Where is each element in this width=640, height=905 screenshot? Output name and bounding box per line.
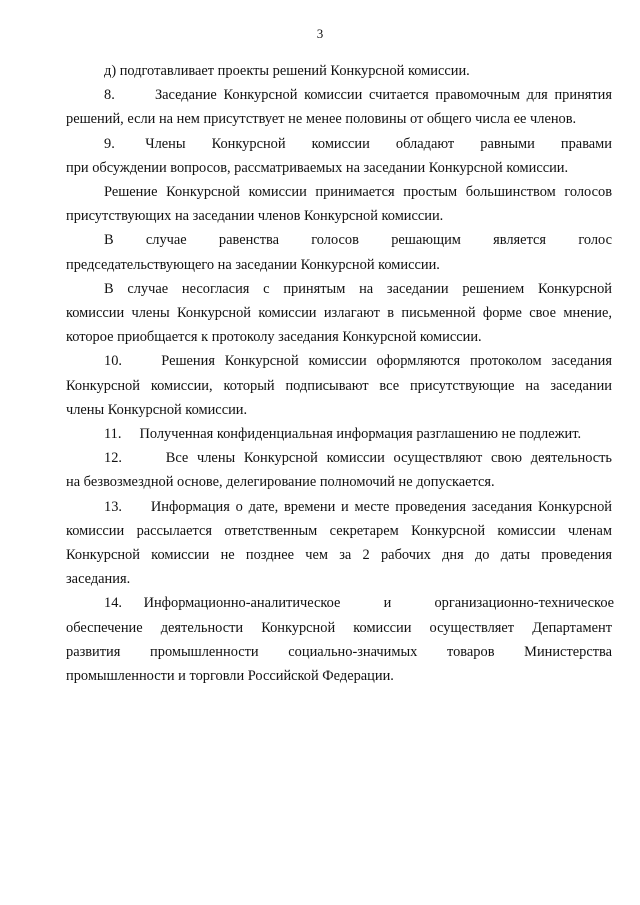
paragraph-decision — [66, 180, 612, 228]
paragraph-disagreement — [66, 277, 612, 350]
paragraph-line: обеспечение деятельности Конкурсной комиссии осуществляет Департамент — [66, 619, 612, 636]
paragraph-line: которое приобщается к протоколу заседания Конкурсной комиссии. — [66, 329, 482, 346]
paragraph-line: 13. Информация о дате, времени и месте проведения заседания Конкурсной — [104, 498, 612, 515]
paragraph-line: развития промышленности социально-значимых товаров Министерства — [66, 643, 612, 660]
paragraph-line: 10. Решения Конкурсной комиссии оформляются протоколом заседания — [104, 353, 612, 370]
paragraph-line: 14. Информационно-аналитическое и организационно-техническое — [104, 595, 615, 612]
paragraph-line: присутствующих на заседании членов Конкурсной комиссии. — [66, 208, 444, 225]
paragraph-line: д) подготавливает проекты решений Конкурсной комиссии. — [104, 63, 470, 79]
paragraph-12 — [66, 446, 612, 494]
paragraph-8 — [66, 83, 612, 131]
paragraph-line: 11. Полученная конфиденциальная информация разглашению не подлежит. — [104, 426, 582, 443]
paragraph-13 — [66, 495, 612, 592]
paragraph-9 — [66, 132, 612, 180]
paragraph-line: В случае несогласия с принятым на заседании решением Конкурсной — [104, 280, 612, 297]
paragraph-11 — [66, 422, 612, 446]
paragraph-line: при обсуждении вопросов, рассматриваемых на заседании Конкурсной комиссии. — [66, 159, 569, 176]
paragraph-line: заседания. — [66, 571, 131, 588]
paragraph-d — [66, 59, 612, 83]
paragraph-line: члены Конкурсной комиссии. — [66, 401, 248, 418]
paragraph-line: 12. Все члены Конкурсной комиссии осуществляют свою деятельность — [104, 450, 612, 467]
paragraph-line: 9. Члены Конкурсной комиссии обладают равными правами — [104, 135, 612, 152]
paragraph-line: В случае равенства голосов решающим является голос — [104, 232, 612, 249]
paragraph-line: комиссии рассылается ответственным секретарем Конкурсной комиссии членам — [66, 522, 612, 539]
paragraph-line: решений, если на нем присутствует не менее половины от общего числа ее членов. — [66, 111, 577, 128]
paragraph-line: Конкурсной комиссии не позднее чем за 2 рабочих дня до даты проведения — [66, 547, 612, 564]
document-body — [66, 59, 615, 688]
paragraph-14 — [66, 591, 615, 688]
paragraph-line: промышленности и торговли Российской Федерации. — [66, 668, 394, 685]
paragraph-10 — [66, 349, 612, 422]
paragraph-line: Конкурсной комиссии, который подписывают все присутствующие на заседании — [66, 377, 612, 394]
paragraph-line: на безвозмездной основе, делегирование полномочий не допускается. — [66, 474, 495, 491]
paragraph-line: председательствующего на заседании Конкурсной комиссии. — [66, 256, 440, 273]
paragraph-tie-vote — [66, 228, 612, 276]
page-number: 3 — [316, 26, 324, 41]
paragraph-line: Решение Конкурсной комиссии принимается простым большинством голосов — [104, 184, 612, 201]
paragraph-line: 8. Заседание Конкурсной комиссии считается правомочным для принятия — [104, 87, 612, 104]
paragraph-line: комиссии члены Конкурсной комиссии излагают в письменной форме свое мнение, — [66, 305, 612, 322]
